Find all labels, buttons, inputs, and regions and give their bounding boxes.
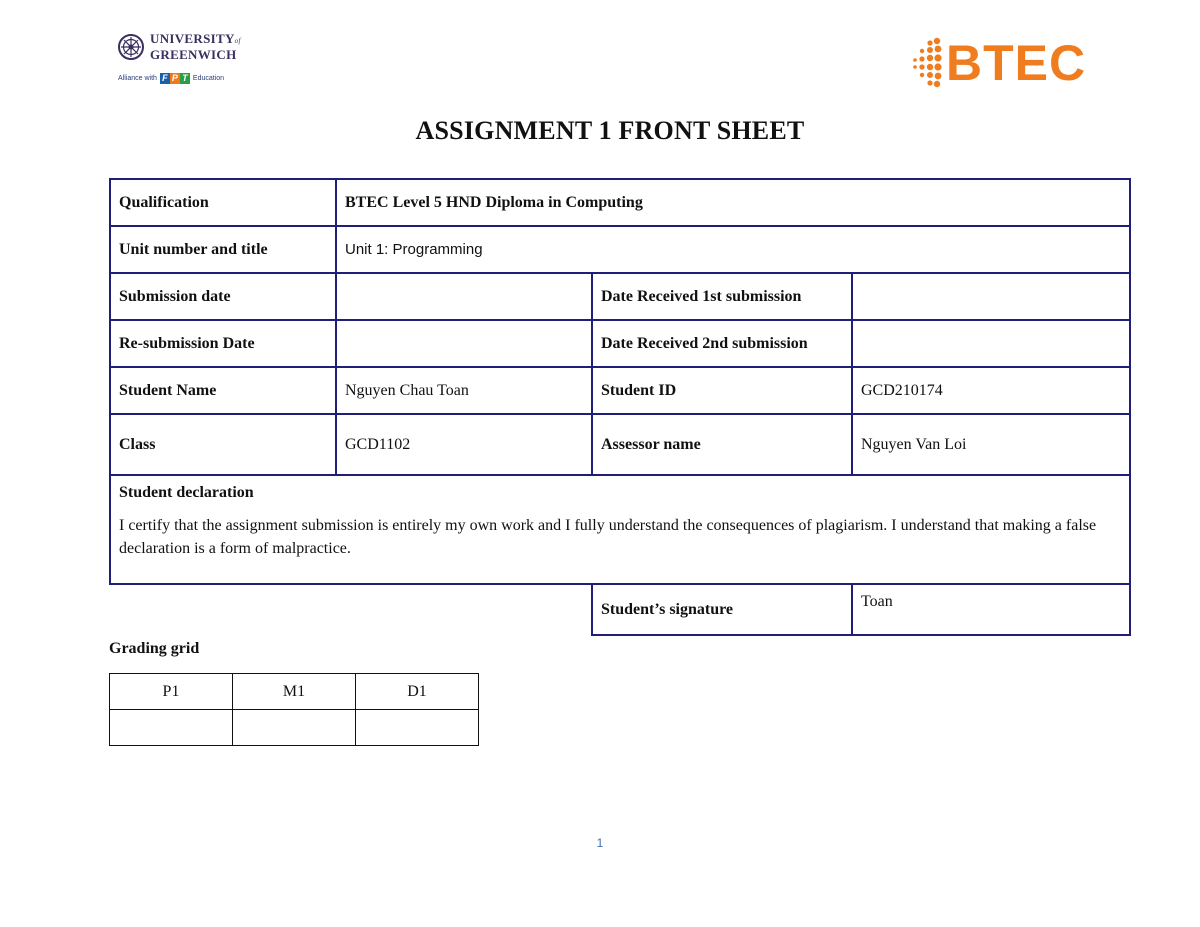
page-number: 1 — [596, 836, 604, 850]
grade-header-m1: M1 — [233, 674, 356, 710]
grading-grid-table — [109, 673, 479, 746]
qualification-row — [110, 179, 1130, 226]
declaration-row — [110, 475, 1130, 584]
declaration-title: Student declaration — [119, 484, 254, 501]
grade-value-m1[interactable] — [233, 710, 356, 746]
grading-grid-header-row — [110, 674, 479, 710]
btec-logo — [908, 32, 1098, 94]
received-2nd-label: Date Received 2nd submission — [592, 320, 852, 367]
fpt-logo: F P T — [160, 73, 190, 84]
resubmission-row — [110, 320, 1130, 367]
signature-spacer — [110, 584, 592, 635]
grading-grid-value-row — [110, 710, 479, 746]
unit-label: Unit number and title — [110, 226, 336, 273]
logo-university-text: UNIVERSITYof — [150, 31, 241, 46]
class-value[interactable]: GCD1102 — [336, 414, 592, 475]
unit-value: Unit 1: Programming — [336, 226, 1130, 273]
btec-dots-icon — [908, 35, 944, 91]
assessor-value[interactable]: Nguyen Van Loi — [852, 414, 1130, 475]
student-id-value[interactable]: GCD210174 — [852, 367, 1130, 414]
resubmission-field[interactable] — [336, 320, 592, 367]
qualification-label: Qualification — [110, 179, 336, 226]
class-row — [110, 414, 1130, 475]
grading-grid-label: Grading grid — [109, 640, 200, 657]
student-name-value[interactable]: Nguyen Chau Toan — [336, 367, 592, 414]
submission-date-field[interactable] — [336, 273, 592, 320]
class-label: Class — [110, 414, 336, 475]
submission-date-row — [110, 273, 1130, 320]
unit-row — [110, 226, 1130, 273]
alliance-with-fpt: Alliance with F P T Education — [118, 73, 225, 83]
received-1st-field[interactable] — [852, 273, 1130, 320]
grade-value-p1[interactable] — [110, 710, 233, 746]
received-2nd-field[interactable] — [852, 320, 1130, 367]
declaration-cell — [110, 475, 1130, 584]
front-sheet-table — [109, 178, 1131, 636]
university-of-greenwich-logo — [118, 32, 258, 94]
signature-label: Student’s signature — [592, 584, 852, 635]
btec-wordmark: BTEC — [946, 35, 1087, 91]
logo-greenwich-text: GREENWICH — [150, 47, 237, 62]
received-1st-label: Date Received 1st submission — [592, 273, 852, 320]
grade-header-d1: D1 — [356, 674, 479, 710]
grade-header-p1: P1 — [110, 674, 233, 710]
signature-value[interactable]: Toan — [852, 584, 1130, 635]
resubmission-label: Re-submission Date — [110, 320, 336, 367]
student-id-label: Student ID — [592, 367, 852, 414]
submission-date-label: Submission date — [110, 273, 336, 320]
qualification-value: BTEC Level 5 HND Diploma in Computing — [336, 179, 1130, 226]
student-row — [110, 367, 1130, 414]
assessor-label: Assessor name — [592, 414, 852, 475]
student-name-label: Student Name — [110, 367, 336, 414]
greenwich-seal-icon — [118, 34, 144, 60]
grade-value-d1[interactable] — [356, 710, 479, 746]
declaration-text: I certify that the assignment submission is entirely my own work and I fully understand the consequences of plagiarism. I understand that making a false declaration is a form of malpractice. — [119, 517, 1097, 557]
document-title: ASSIGNMENT 1 FRONT SHEET — [415, 116, 805, 145]
signature-row — [110, 584, 1130, 635]
